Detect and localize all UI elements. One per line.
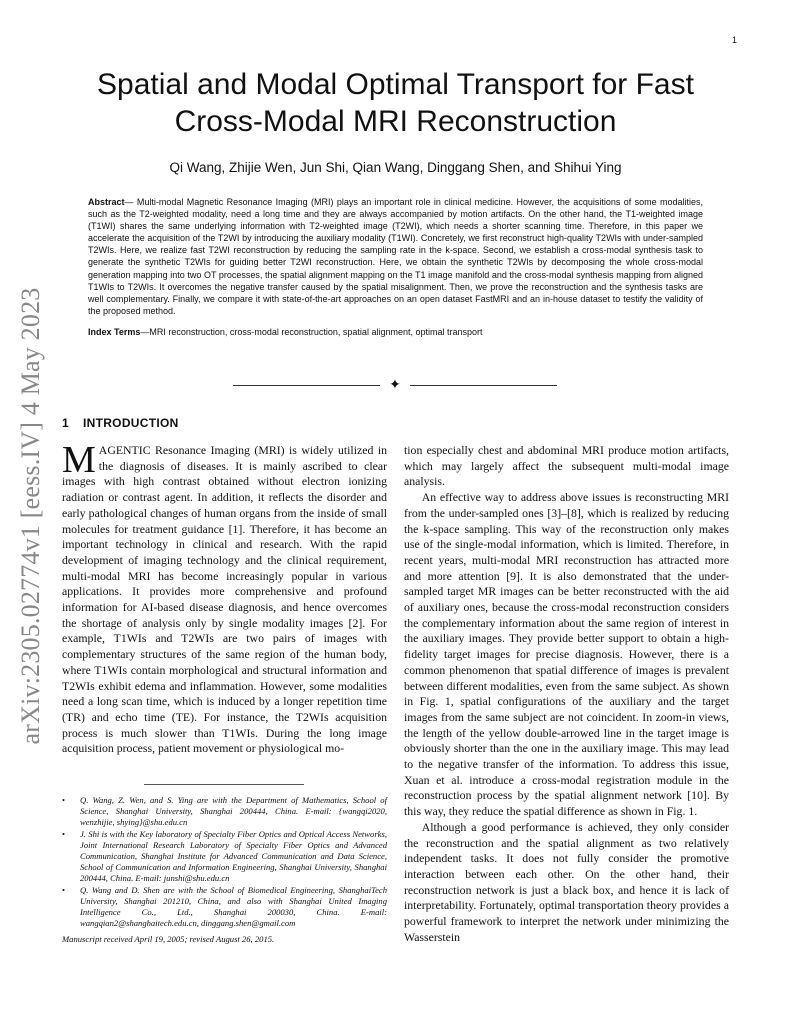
abstract-label: Abstract	[88, 197, 125, 207]
body-paragraph	[62, 439, 387, 757]
affiliation-item	[62, 829, 387, 883]
body-column-left	[62, 439, 387, 757]
footnote-rule	[144, 784, 304, 785]
affiliation-text: Q. Wang, Z. Wen, and S. Ying are with the Department of Mathematics, School of Science, Shanghai University, Shanghai 200444, China. E-mail: {wangqi2020, wenzhijie, shying}@shu.edu.cn	[80, 795, 387, 827]
title-line-2: Cross-Modal MRI Reconstruction	[174, 105, 617, 138]
abstract-text: — Multi-modal Magnetic Resonance Imaging (MRI) plays an important role in clinical medicine. However, the acquisitions of some modalities, such as the T2-weighted modality, need a long time and they are always accompanied by motion artifacts. On the other hand, the T1-weighted image (T1WI) shares the same underlying information with T2-weighted image (T2WI), which needs a shorter scanning time. Therefore, in this paper we accelerate the acquisition of the T2WI by introducing the auxiliary modality (T1WI). Concretely, we first reconstruct high-quality T2WIs with under-sampled T2WIs. Here, we realize fast T2WI reconstruction by reducing the sampling rate in the k-space. Second, we establish a cross-modal synthesis task to generate the synthetic T2WIs for guiding better T2WI reconstruction. Here, we obtain the synthetic T2WIs by decomposing the whole cross-modal generation mapping into two OT processes, the spatial alignment mapping on the T1 image manifold and the cross-modal synthesis mapping from aligned T1WIs to T2WIs. It overcomes the negative transfer caused by the spatial misalignment. Then, we prove the reconstruction and the synthesis tasks are well complementary. Finally, we compare it with state-of-the-art approaches on an open dataset FastMRI and an in-house dataset to testify the validity of the proposed method.	[88, 197, 703, 316]
section-divider	[233, 379, 557, 393]
page-number: 1	[731, 35, 737, 45]
index-terms-label: Index Terms	[88, 326, 141, 337]
section-heading	[62, 416, 179, 430]
bullet-icon: •	[62, 829, 66, 840]
divider-line-right	[410, 385, 557, 386]
dropcap-letter: M	[62, 439, 96, 481]
section-title: INTRODUCTION	[82, 416, 179, 430]
body-paragraph: Although a good performance is achieved, they only consider the reconstruction and the spatial alignment as two relatively independent tasks. It does not fully consider the promotive interaction between each other. On the other hand, their reconstruction network is just a black box, and hence it is lack of interpretability. Fortunately, optimal transportation theory provides a powerful framework to interpret the network under minimizing the Wasserstein	[404, 819, 729, 944]
affiliation-list	[62, 795, 387, 929]
bullet-icon: •	[62, 885, 66, 896]
abstract-block	[88, 196, 703, 338]
affiliation-text: J. Shi is with the Key laboratory of Specialty Fiber Optics and Optical Access Networks, Joint International Research Laboratory of Specialty Fiber Optics and Advanced Communication, Shanghai Institute for Advanced Communication and Data Science, School of Communication and Information Engineering, Shanghai University, Shanghai 200444, China. E-mail: junshi@shu.edu.cn	[80, 829, 387, 883]
abstract	[88, 196, 703, 317]
affiliation-item	[62, 885, 387, 928]
section-number: 1	[62, 416, 69, 430]
title-block	[62, 66, 729, 175]
body-column-right	[404, 443, 729, 946]
arxiv-side-stamp-text: arXiv:2305.02774v1 [eess.IV] 4 May 2023	[16, 287, 45, 745]
paper-title	[62, 66, 729, 140]
footnotes	[62, 795, 387, 944]
arxiv-side-stamp	[6, 266, 56, 766]
affiliation-text: Q. Wang and D. Shen are with the School of Biomedical Engineering, ShanghaiTech University, Shanghai 201210, China, and also with Shanghai United Imaging Intelligence Co., Ltd., Shanghai 200030, China. E-mail: wangqian2@shanghaitech.edu.cn, dinggang.shen@gmail.com	[80, 885, 387, 928]
divider-ornament-icon: ✦	[389, 377, 401, 393]
body-paragraph: An effective way to address above issues is reconstructing MRI from the under-sampled ones [3]–[8], which is realized by reducing the k-space sampling. This way of the reconstruction only makes use of the single-modal information, which is limited. Therefore, in recent years, multi-modal MRI reconstruction has attracted more and more attention [9]. It is also demonstrated that the under-sampled target MR images can be better reconstructed with the aid of auxiliary ones, because the cross-modal reconstruction considers the complementary information about the same region of interest in the auxiliary images. They provide better support to obtain a high-fidelity target images for precise diagnosis. However, there is a common phenomenon that spatial difference of images is prevalent between different modalities, even from the same subject. As shown in Fig. 1, spatial configurations of the auxiliary and the target images from the same subject are not coincident. In zoom-in views, the length of the yellow double-arrowed line in the target image is obviously shorter than the one in the auxiliary image. This may lead to the negative transfer of the information. To address this issue, Xuan et al. introduce a cross-modal registration module in the reconstruction process by the spatial alignment network [10]. By this way, they reduce the spatial difference as shown in Fig. 1.	[404, 490, 729, 819]
index-terms	[88, 326, 703, 338]
author-list: Qi Wang, Zhijie Wen, Jun Shi, Qian Wang, Dinggang Shen, and Shihui Ying	[169, 160, 622, 175]
body-paragraph: tion especially chest and abdominal MRI produce motion artifacts, which may largely affect the subsequent multi-modal image analysis.	[404, 443, 729, 489]
bullet-icon: •	[62, 795, 66, 805]
manuscript-note: Manuscript received April 19, 2005; revised August 26, 2015.	[62, 933, 275, 944]
paragraph-text: AGENTIC Resonance Imaging (MRI) is widely utilized in the diagnosis of diseases. It is mainly ascribed to clear images with high contrast obtained without electron ionizing radiation or contrast agent. In addition, it reflects the disorder and early pathological changes of human organs from the inside of small molecules for treatment guidance [1]. Therefore, it has become an important technology in clinical and research. With the rapid development of imaging technology and the clinical requirement, multi-modal MRI has become increasingly popular in various applications. It provides more comprehensive and profound information for AI-based disease diagnosis, and hence overcomes the shortage of analysis only by single modality images [2]. For example, T1WIs and T2WIs are two pairs of images with complementary structures of the same region of the human body, where T1WIs contain morphological and structural information and T2WIs exhibit edema and inflammation. However, some modalities need a long scan time, which is induced by a longer repetition time (TR) and echo time (TE). For instance, the T2WIs acquisition process is much slower than T1WIs. During the long image acquisition process, patient movement or physiological mo-	[62, 443, 387, 756]
index-terms-text: —MRI reconstruction, cross-modal reconstruction, spatial alignment, optimal transport	[140, 326, 483, 337]
affiliation-item	[62, 795, 387, 827]
title-line-1: Spatial and Modal Optimal Transport for Fast	[97, 68, 694, 101]
